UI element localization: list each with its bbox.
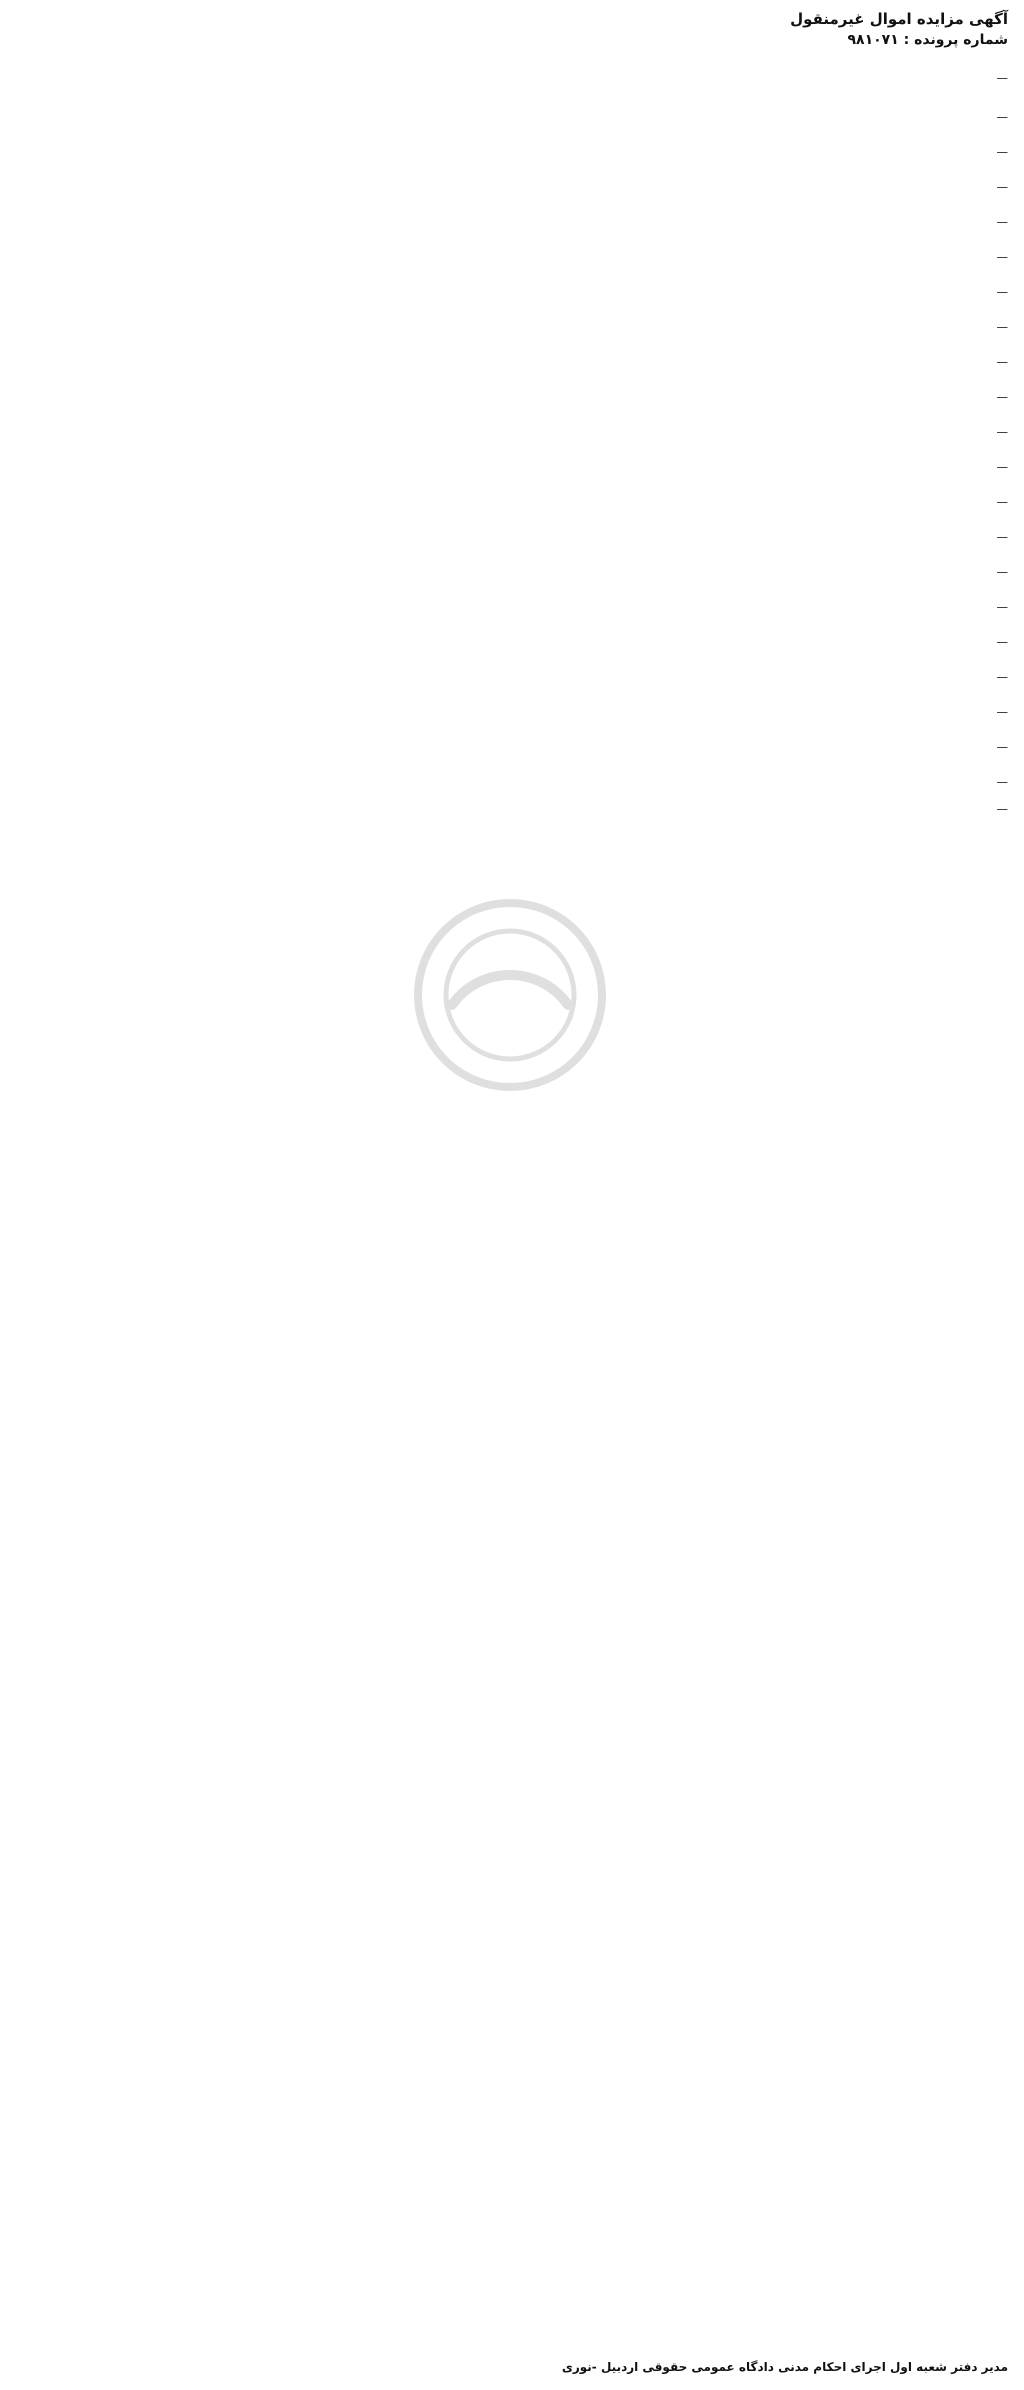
item-paragraph: —: [996, 145, 1008, 159]
item-paragraph: —: [996, 635, 1008, 649]
item-paragraph: —: [996, 180, 1008, 194]
outro-paragraph: —: [996, 775, 1008, 789]
item-paragraph: —: [996, 285, 1008, 299]
file-number: شماره پرونده : ۹۸۱۰۷۱: [847, 32, 1008, 48]
item-paragraph: —: [996, 705, 1008, 719]
item-paragraph: —: [996, 250, 1008, 264]
item-paragraph: —: [996, 320, 1008, 334]
items-list: [16, 109, 1008, 756]
final-paragraph: —: [996, 802, 1008, 816]
item-paragraph: —: [996, 425, 1008, 439]
item-paragraph: —: [996, 740, 1008, 754]
intro-paragraph: —: [996, 71, 1008, 85]
item-paragraph: —: [996, 530, 1008, 544]
item-paragraph: —: [996, 215, 1008, 229]
item-paragraph: —: [996, 110, 1008, 124]
item-paragraph: —: [996, 460, 1008, 474]
item-paragraph: —: [996, 565, 1008, 579]
item-paragraph: —: [996, 600, 1008, 614]
item-paragraph: —: [996, 390, 1008, 404]
page-title: آگهی مزایده اموال غیرمنقول: [790, 10, 1008, 28]
item-paragraph: —: [996, 495, 1008, 509]
signature-line: مدیر دفتر شعبه اول اجرای احکام مدنی دادگاه عمومی حقوقی اردبیل -نوری: [561, 2360, 1008, 2374]
item-paragraph: —: [996, 670, 1008, 684]
header: [16, 10, 1008, 48]
item-paragraph: —: [996, 355, 1008, 369]
watermark-logo: [360, 880, 660, 1140]
